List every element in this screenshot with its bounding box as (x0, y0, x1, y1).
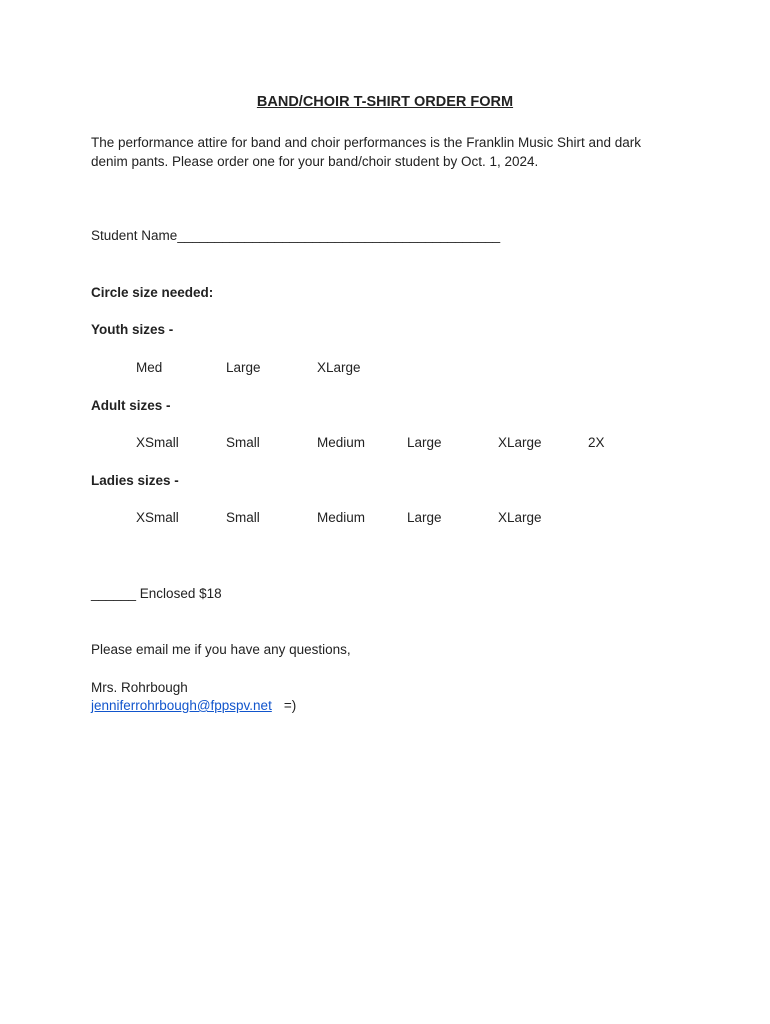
ladies-size-option: Medium (317, 510, 366, 525)
form-title: BAND/CHOIR T-SHIRT ORDER FORM (256, 94, 514, 110)
signature-name: Mrs. Rohrbough (91, 680, 188, 695)
adult-sizes-label: Adult sizes - (91, 398, 171, 413)
student-name-field (91, 228, 500, 243)
student-name-blank: ___________________________________________ (177, 228, 501, 243)
ladies-size-option: Small (226, 510, 260, 525)
intro-line-2: denim pants. Please order one for your band/choir student by Oct. 1, 2024. (91, 153, 539, 169)
adult-size-option: Small (226, 435, 260, 450)
adult-size-option: Large (407, 435, 442, 450)
circle-size-heading: Circle size needed: (91, 285, 214, 300)
email-link[interactable]: jenniferrohrbough@fppspv.net (91, 698, 272, 713)
youth-size-option: XLarge (317, 360, 361, 375)
youth-size-option: Large (226, 360, 261, 375)
intro-line-1: The performance attire for band and choir performances is the Franklin Music Shirt and dark (91, 135, 642, 150)
enclosed-payment-line: ______ Enclosed $18 (91, 586, 222, 601)
youth-sizes-label: Youth sizes - (91, 322, 174, 337)
ladies-sizes-row (0, 510, 770, 530)
questions-line: Please email me if you have any questions, (91, 642, 351, 657)
adult-size-option: XLarge (498, 435, 542, 450)
ladies-size-option: XSmall (136, 510, 179, 525)
youth-sizes-row (0, 360, 770, 380)
intro-paragraph (91, 134, 691, 171)
youth-size-option: Med (136, 360, 163, 375)
student-name-label: Student Name (91, 228, 178, 243)
adult-size-option: Medium (317, 435, 366, 450)
contact-line (91, 698, 296, 713)
adult-sizes-row (0, 435, 770, 455)
smiley-text: =) (283, 698, 297, 713)
ladies-size-option: XLarge (498, 510, 542, 525)
ladies-sizes-label: Ladies sizes - (91, 473, 179, 488)
ladies-size-option: Large (407, 510, 442, 525)
adult-size-option: 2X (588, 435, 605, 450)
adult-size-option: XSmall (136, 435, 179, 450)
